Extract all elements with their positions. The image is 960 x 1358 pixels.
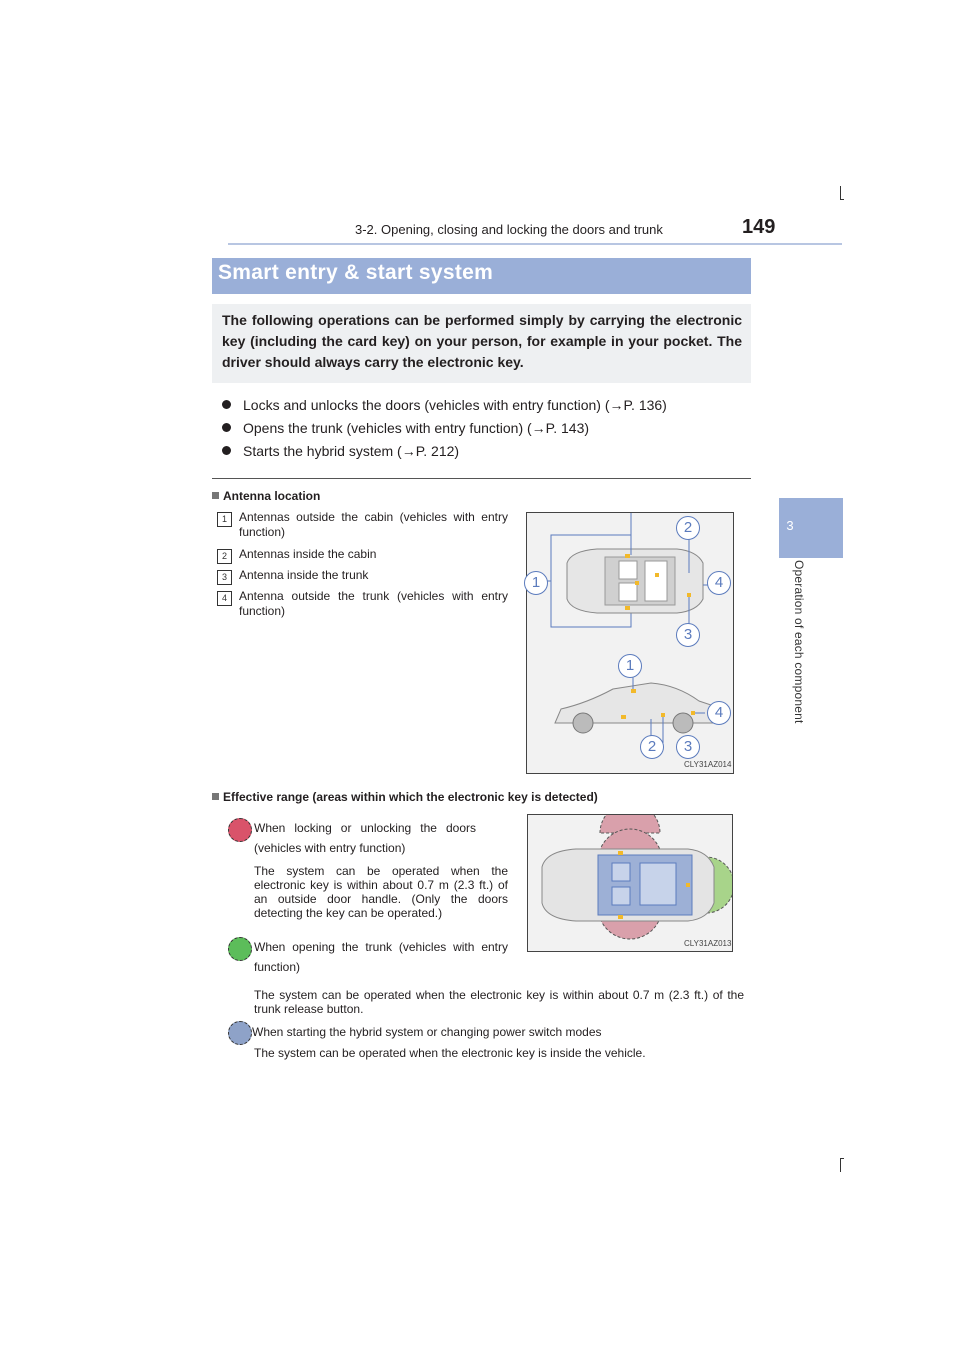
- page-number: 149: [742, 216, 776, 238]
- legend-number: 1: [217, 512, 232, 527]
- chapter-number: 3: [786, 518, 794, 533]
- bullet-icon: [222, 446, 231, 455]
- car-diagram: [527, 513, 733, 773]
- range-color-swatch: [228, 937, 252, 961]
- figure-code: CLY31AZ013: [684, 939, 732, 948]
- range-desc: The system can be operated when the electronic key is within about 0.7 m (2.3 ft.) of the trunk release button.: [254, 988, 744, 1016]
- antenna-heading: [212, 489, 320, 503]
- range-color-swatch: [228, 1021, 252, 1045]
- intro-text: The following operations can be performed simply by carrying the electronic key (including the card key) on your person, for example in your pocket. The driver should always carry the electronic key.: [222, 312, 742, 370]
- chapter-title: Operation of each component: [792, 560, 806, 724]
- antenna-heading-text: Antenna location: [223, 489, 321, 503]
- square-bullet-icon: [212, 793, 219, 800]
- bullet-text: Opens the trunk (vehicles with entry function) (→P. 143): [243, 420, 590, 436]
- callout-1: 1: [524, 571, 548, 595]
- legend-number: 3: [217, 570, 232, 585]
- callout-3: 3: [676, 623, 700, 647]
- callout-1: 1: [618, 654, 642, 678]
- callout-2: 2: [640, 735, 664, 759]
- range-diagram: [528, 815, 732, 951]
- figure-code: CLY31AZ014: [684, 760, 732, 769]
- range-desc: The system can be operated when the electronic key is within about 0.7 m (2.3 ft.) of an outside door handle. (Only the doors detecting the key can be operated.): [254, 864, 508, 920]
- crop-mark: [840, 1158, 844, 1159]
- bullet-item: [222, 443, 459, 459]
- legend-number: 4: [217, 591, 232, 606]
- legend-text: Antennas outside the cabin (vehicles with entry function): [239, 510, 508, 539]
- range-figure: [527, 814, 733, 952]
- callout-3: 3: [676, 735, 700, 759]
- range-title: When opening the trunk (vehicles with entry function): [254, 940, 508, 974]
- section-title: 3-2. Opening, closing and locking the doors and trunk: [355, 222, 663, 237]
- legend-text: Antennas inside the cabin: [239, 547, 377, 561]
- crop-mark: [840, 1158, 841, 1172]
- legend-text: Antenna inside the trunk: [239, 568, 369, 582]
- bullet-item: [222, 397, 667, 413]
- bullet-icon: [222, 400, 231, 409]
- range-heading-text: Effective range (areas within which the electronic key is detected): [223, 790, 598, 804]
- range-heading: [212, 790, 598, 804]
- crop-mark: [840, 199, 844, 200]
- legend-number: 2: [217, 549, 232, 564]
- bullet-text: Locks and unlocks the doors (vehicles with entry function) (→P. 136): [243, 397, 667, 413]
- range-title: When starting the hybrid system or changing power switch modes: [252, 1025, 602, 1039]
- crop-mark: [840, 186, 841, 200]
- banner-title: Smart entry & start system: [218, 261, 494, 284]
- bullet-item: [222, 420, 589, 436]
- callout-4: 4: [707, 701, 731, 725]
- antenna-figure: [526, 512, 734, 774]
- range-desc: The system can be operated when the electronic key is inside the vehicle.: [254, 1046, 646, 1060]
- legend-text: Antenna outside the trunk (vehicles with entry function): [239, 589, 508, 618]
- header-rule: [228, 243, 842, 245]
- divider: [212, 478, 751, 479]
- bullet-text: Starts the hybrid system (→P. 212): [243, 443, 460, 459]
- range-title: When locking or unlocking the doors (vehicles with entry function): [254, 821, 476, 855]
- bullet-icon: [222, 423, 231, 432]
- square-bullet-icon: [212, 492, 219, 499]
- callout-4: 4: [707, 571, 731, 595]
- range-color-swatch: [228, 818, 252, 842]
- callout-2: 2: [676, 516, 700, 540]
